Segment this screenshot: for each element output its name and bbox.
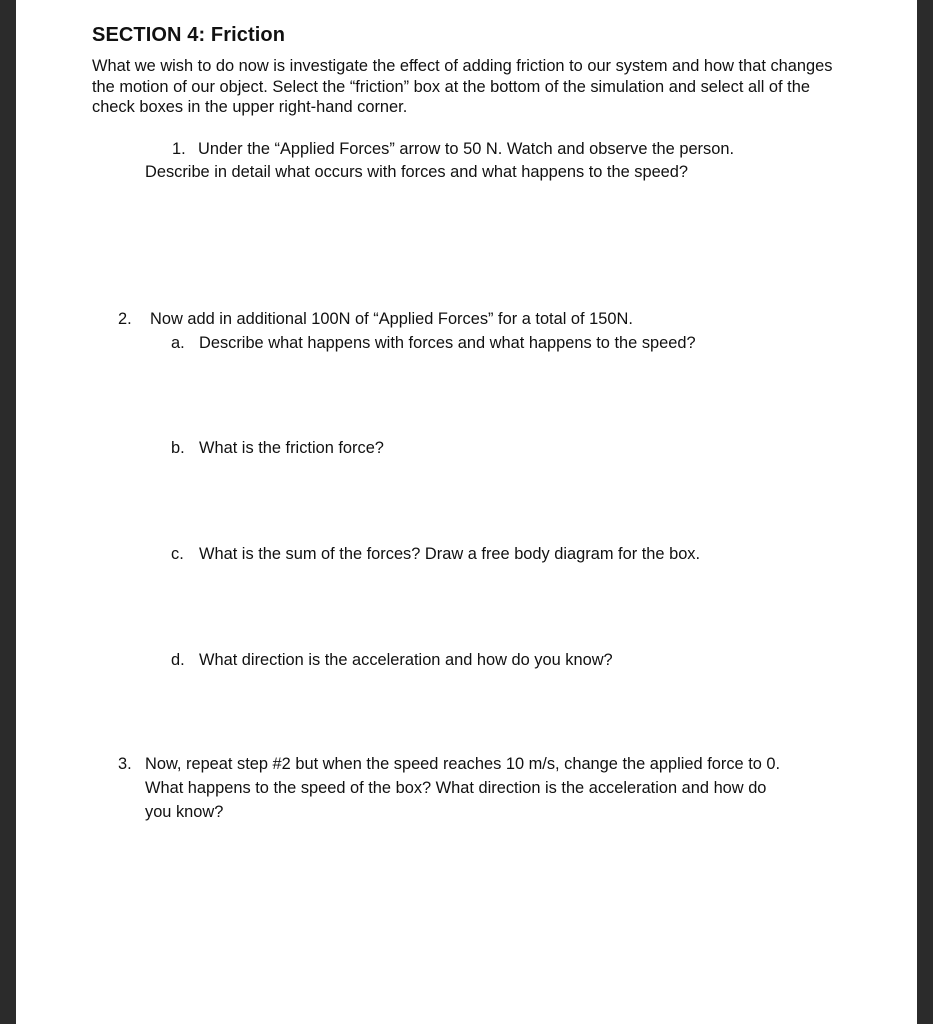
question-2a bbox=[171, 331, 696, 355]
question-1-line-1 bbox=[172, 137, 734, 161]
question-2b-text: What is the friction force? bbox=[199, 439, 384, 457]
question-3-line-3: you know? bbox=[145, 803, 224, 821]
question-2c-text: What is the sum of the forces? Draw a free body diagram for the box. bbox=[199, 545, 701, 563]
question-2d bbox=[171, 648, 613, 672]
question-3-text: Now, repeat step #2 but when the speed reaches 10 m/s, change the applied force to 0. bbox=[145, 755, 781, 773]
question-2b bbox=[171, 436, 384, 460]
question-1-line-2: Describe in detail what occurs with forces and what happens to the speed? bbox=[145, 163, 689, 181]
question-2-number: 2. bbox=[118, 310, 132, 328]
document-page bbox=[16, 0, 917, 1024]
question-1-number: 1. bbox=[172, 140, 186, 158]
section-title: SECTION 4: Friction bbox=[92, 24, 286, 46]
question-3-number: 3. bbox=[118, 755, 132, 773]
question-2d-letter: d. bbox=[171, 651, 185, 669]
question-2a-text: Describe what happens with forces and what happens to the speed? bbox=[199, 334, 696, 352]
question-2-line bbox=[118, 307, 633, 331]
question-2d-text: What direction is the acceleration and how do you know? bbox=[199, 651, 613, 669]
question-1-text: Under the “Applied Forces” arrow to 50 N. Watch and observe the person. bbox=[198, 140, 734, 158]
question-2a-letter: a. bbox=[171, 334, 185, 352]
question-2b-letter: b. bbox=[171, 439, 185, 457]
question-2c-letter: c. bbox=[171, 545, 184, 563]
question-3-line-1 bbox=[118, 752, 780, 776]
section-intro: What we wish to do now is investigate the effect of adding friction to our system and how that changes the motion of our object. Select the “friction” box at the bottom of the simulation and select all of the check boxes in the upper right-hand corner. bbox=[92, 57, 833, 117]
question-2c bbox=[171, 542, 700, 566]
question-2-text: Now add in additional 100N of “Applied Forces” for a total of 150N. bbox=[150, 310, 633, 328]
question-3-line-2: What happens to the speed of the box? What direction is the acceleration and how do bbox=[145, 779, 767, 797]
